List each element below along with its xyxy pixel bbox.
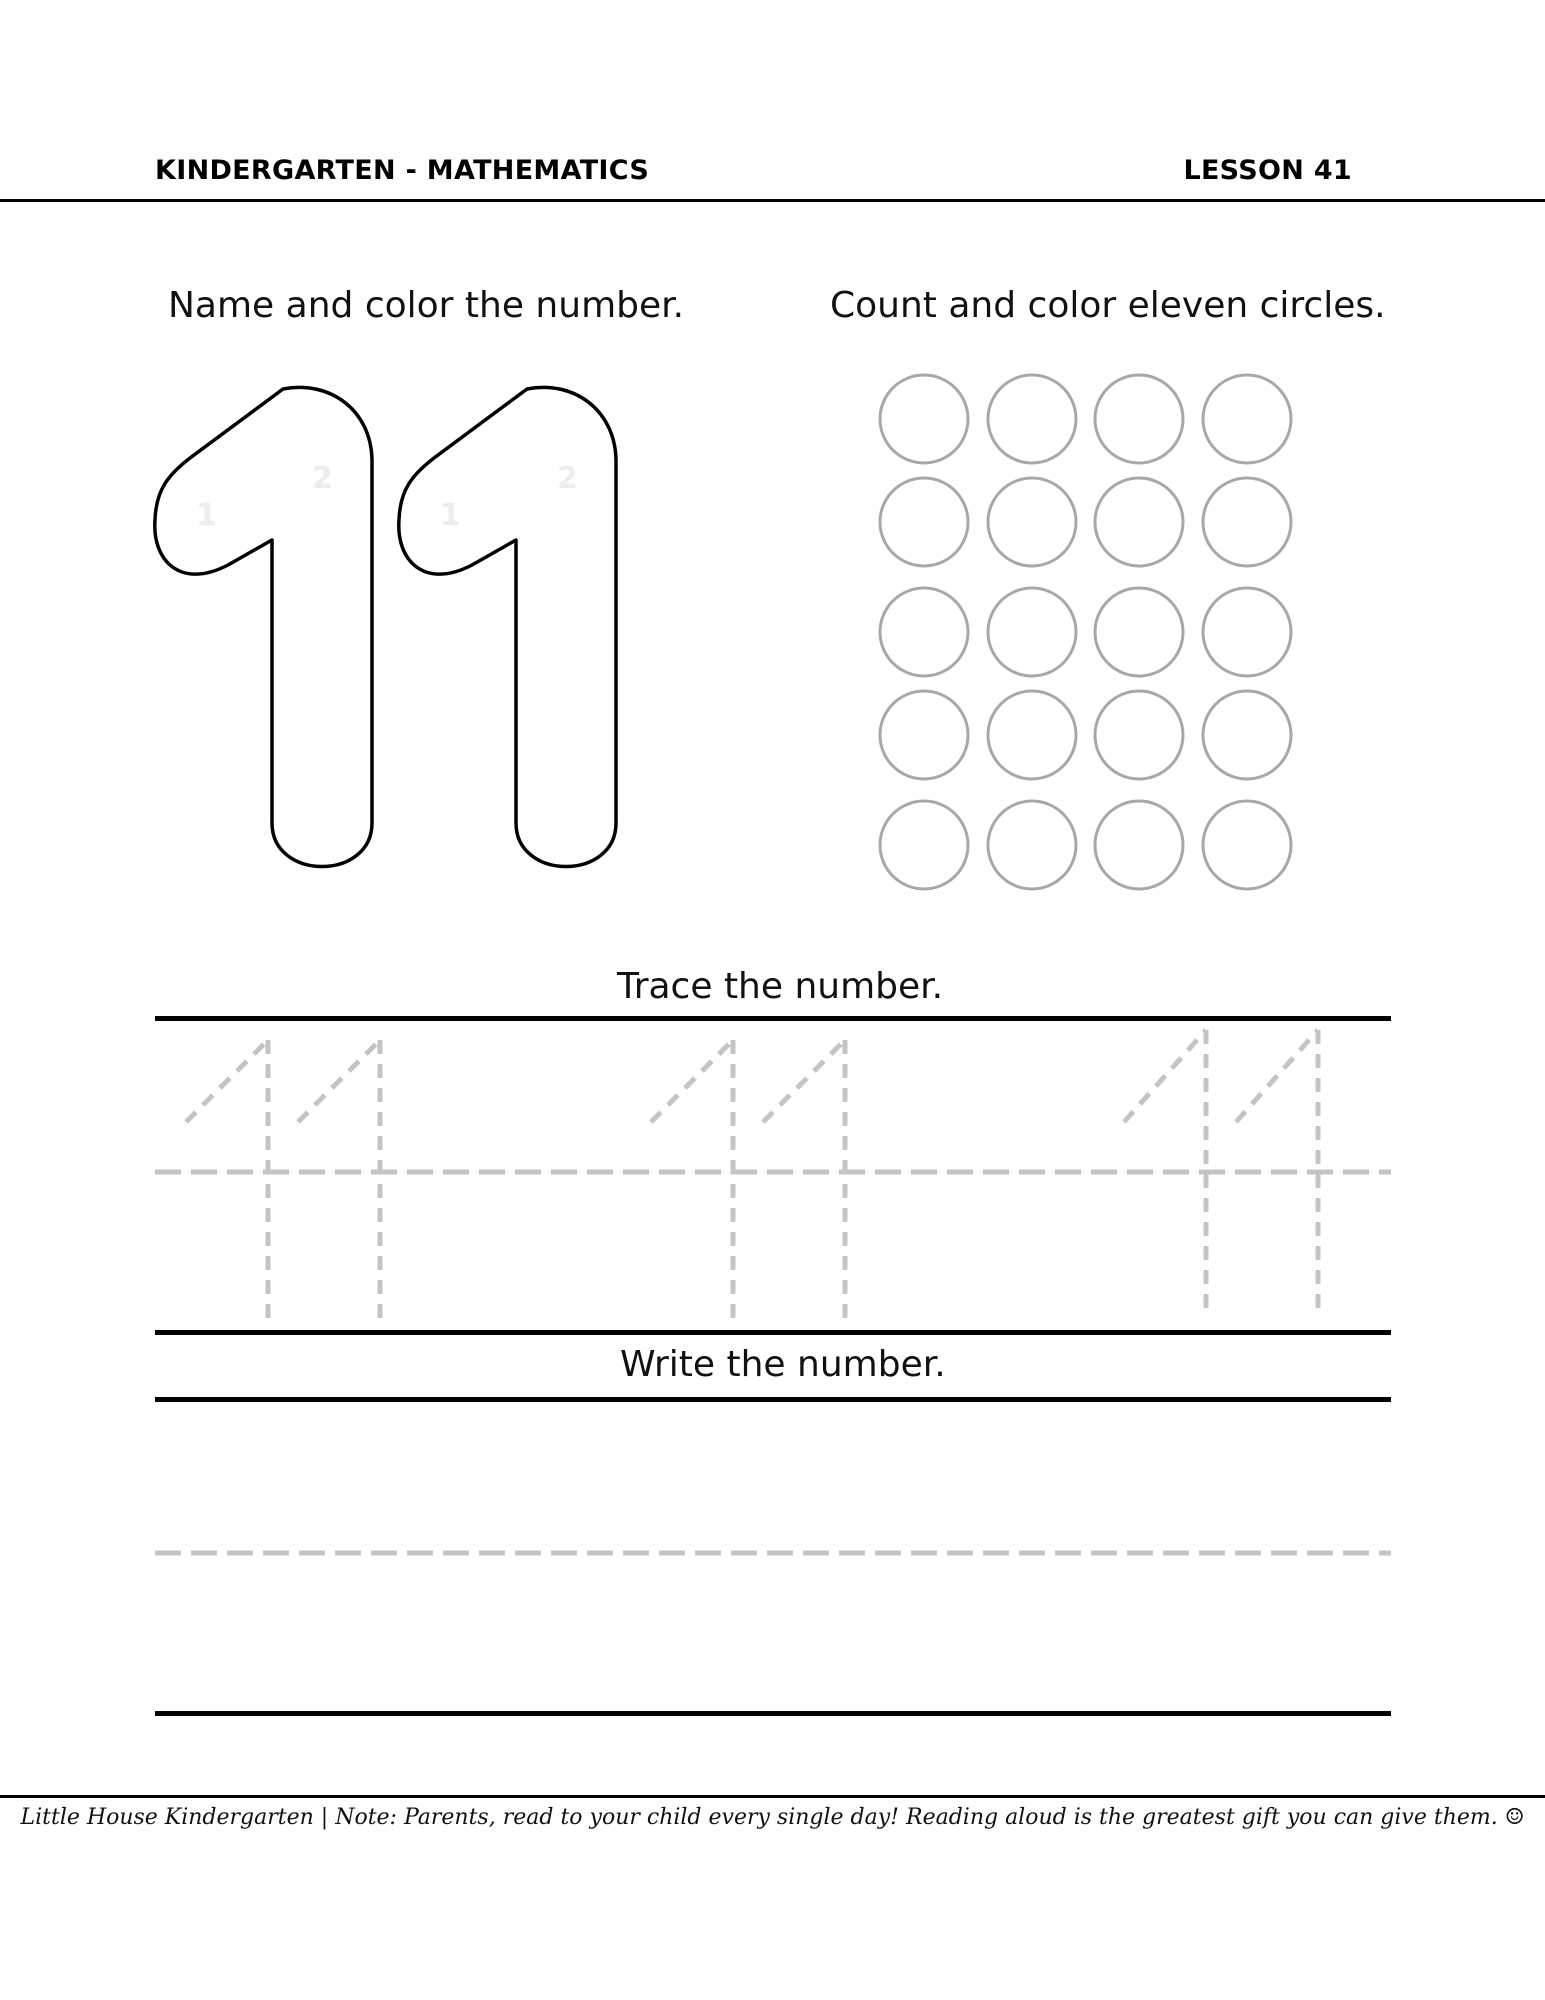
count-color-instruction: Count and color eleven circles. xyxy=(830,285,1386,326)
footer-divider xyxy=(0,1795,1545,1798)
trace-instruction: Trace the number. xyxy=(617,966,944,1007)
stroke-order-2-right: 2 xyxy=(557,461,578,496)
stroke-order-1-left: 1 xyxy=(196,498,217,533)
write-instruction: Write the number. xyxy=(620,1344,946,1385)
footer-note: Little House Kindergarten | Note: Parents, read to your child every single day! Reading aloud is the greatest gift you can give them. ☺ xyxy=(20,1805,1525,1830)
lesson-number: LESSON 41 xyxy=(1183,155,1352,186)
stroke-order-2-left: 2 xyxy=(312,461,333,496)
stroke-order-1-right: 1 xyxy=(440,498,461,533)
name-color-instruction: Name and color the number. xyxy=(168,285,685,326)
write-bottom-line[interactable] xyxy=(155,1711,1391,1716)
course-title: KINDERGARTEN - MATHEMATICS xyxy=(155,155,650,186)
